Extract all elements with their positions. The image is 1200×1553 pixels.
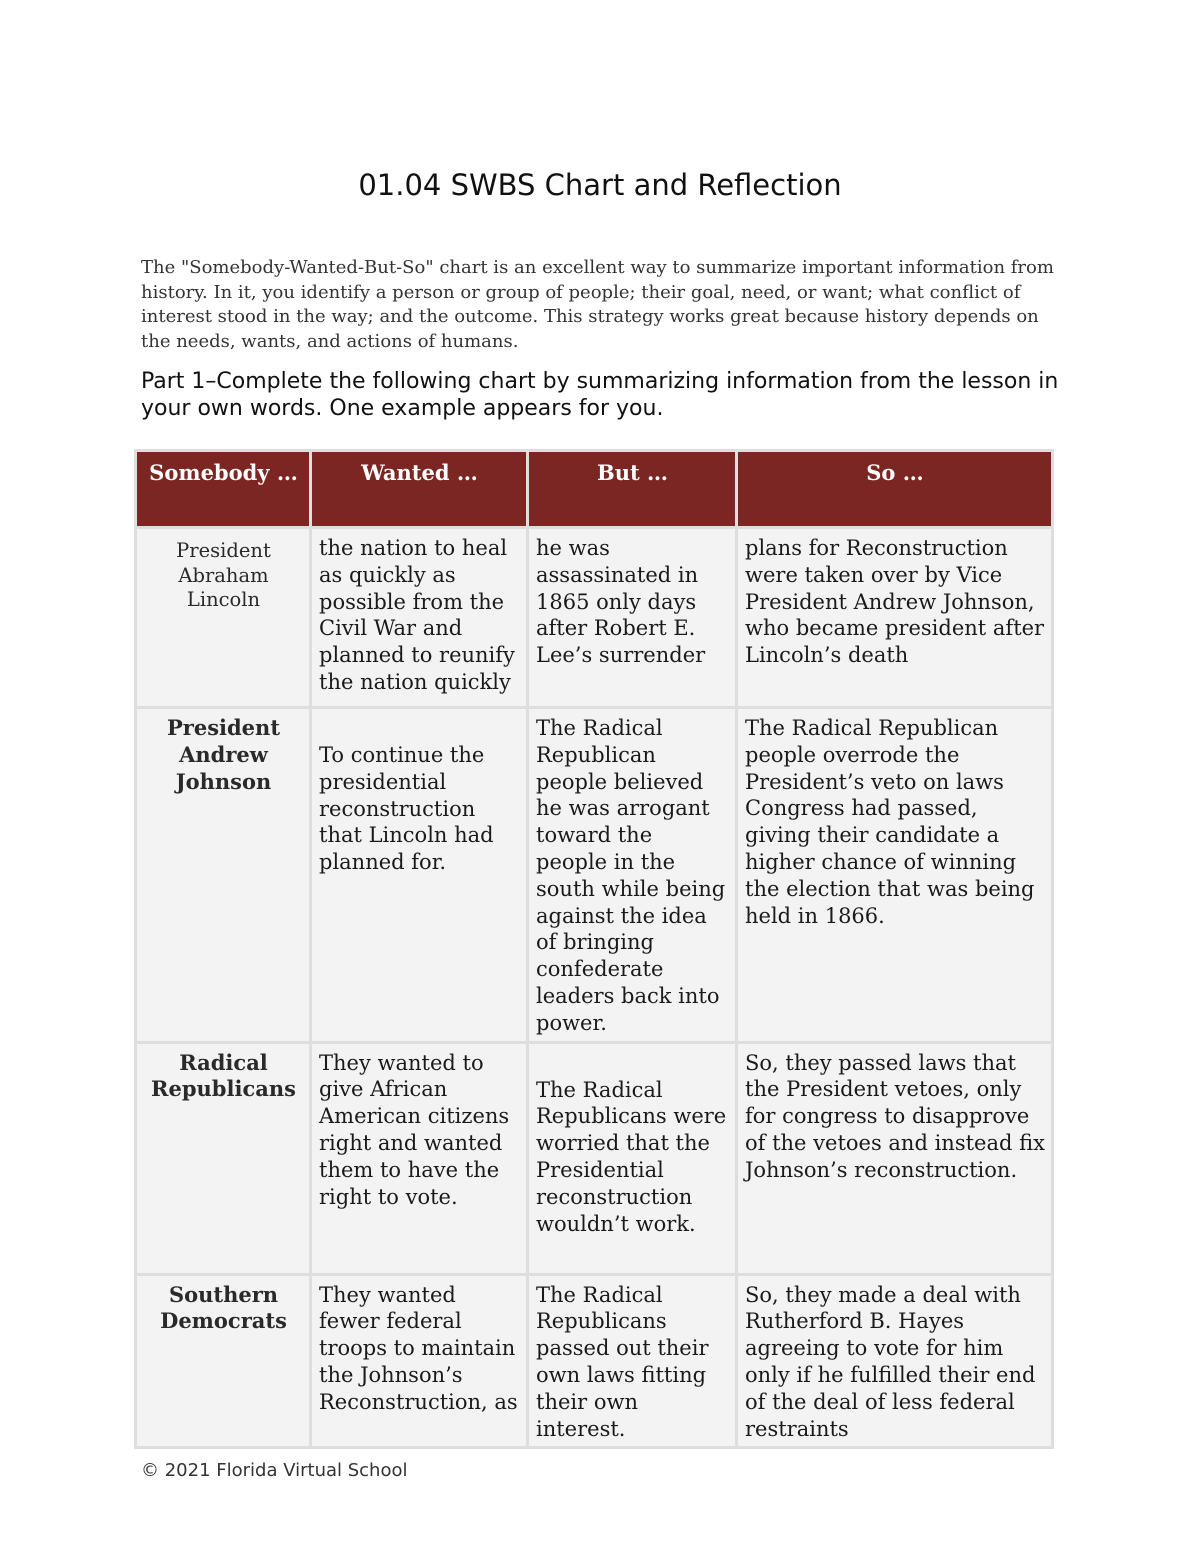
header-so: So … [737, 451, 1053, 528]
copyright-footer: © 2021 Florida Virtual School [141, 1460, 408, 1481]
cell-somebody: Southern Democrats [136, 1274, 311, 1448]
table-row [136, 708, 1053, 1043]
cell-somebody: Radical Republicans [136, 1042, 311, 1274]
table-row [136, 1042, 1053, 1274]
cell-but: The Radical Republican people believed he was arrogant toward the people in the south while being against the idea of bringing confederate leaders back into power. [528, 708, 737, 1043]
cell-wanted: the nation to heal as quickly as possible from the Civil War and planned to reunify the nation quickly [311, 528, 528, 708]
swbs-chart [134, 449, 1054, 1449]
header-wanted: Wanted … [311, 451, 528, 528]
cell-so: The Radical Republican people overrode the President’s veto on laws Congress had passed, giving their candidate a higher chance of winning the election that was being held in 1866. [737, 708, 1053, 1043]
cell-somebody: President Abraham Lincoln [136, 528, 311, 708]
header-row [136, 451, 1053, 528]
header-but: But … [528, 451, 737, 528]
header-somebody: Somebody … [136, 451, 311, 528]
cell-somebody: President Andrew Johnson [136, 708, 311, 1043]
cell-wanted: They wanted fewer federal troops to maintain the Johnson’s Reconstruction, as [311, 1274, 528, 1448]
cell-wanted: They wanted to give African American citizens right and wanted them to have the right to vote. [311, 1042, 528, 1274]
cell-so: So, they made a deal with Rutherford B. Hayes agreeing to vote for him only if he fulfilled their end of the deal of less federal restraints [737, 1274, 1053, 1448]
cell-so: plans for Reconstruction were taken over by Vice President Andrew Johnson, who became president after Lincoln’s death [737, 528, 1053, 708]
cell-wanted: To continue the presidential reconstruction that Lincoln had planned for. [311, 708, 528, 1043]
page-title: 01.04 SWBS Chart and Reflection [358, 168, 842, 202]
cell-but: he was assassinated in 1865 only days after Robert E. Lee’s surrender [528, 528, 737, 708]
cell-so: So, they passed laws that the President vetoes, only for congress to disapprove of the vetoes and instead fix Johnson’s reconstruction. [737, 1042, 1053, 1274]
table-row [136, 528, 1053, 708]
cell-but: The Radical Republicans passed out their own laws fitting their own interest. [528, 1274, 737, 1448]
table-row [136, 1274, 1053, 1448]
intro-paragraph: The "Somebody-Wanted-But-So" chart is an excellent way to summarize important information from history. In it, you identify a person or group of people; their goal, need, or want; what conflict of interest stood in the way; and the outcome. This strategy works great because history depends on the needs, wants, and actions of humans. [141, 257, 1054, 352]
cell-but: The Radical Republicans were worried that the Presidential reconstruction wouldn’t work. [528, 1042, 737, 1274]
part1-instructions: Part 1–Complete the following chart by summarizing information from the lesson in your own words. One example appears for you. [141, 369, 1059, 421]
